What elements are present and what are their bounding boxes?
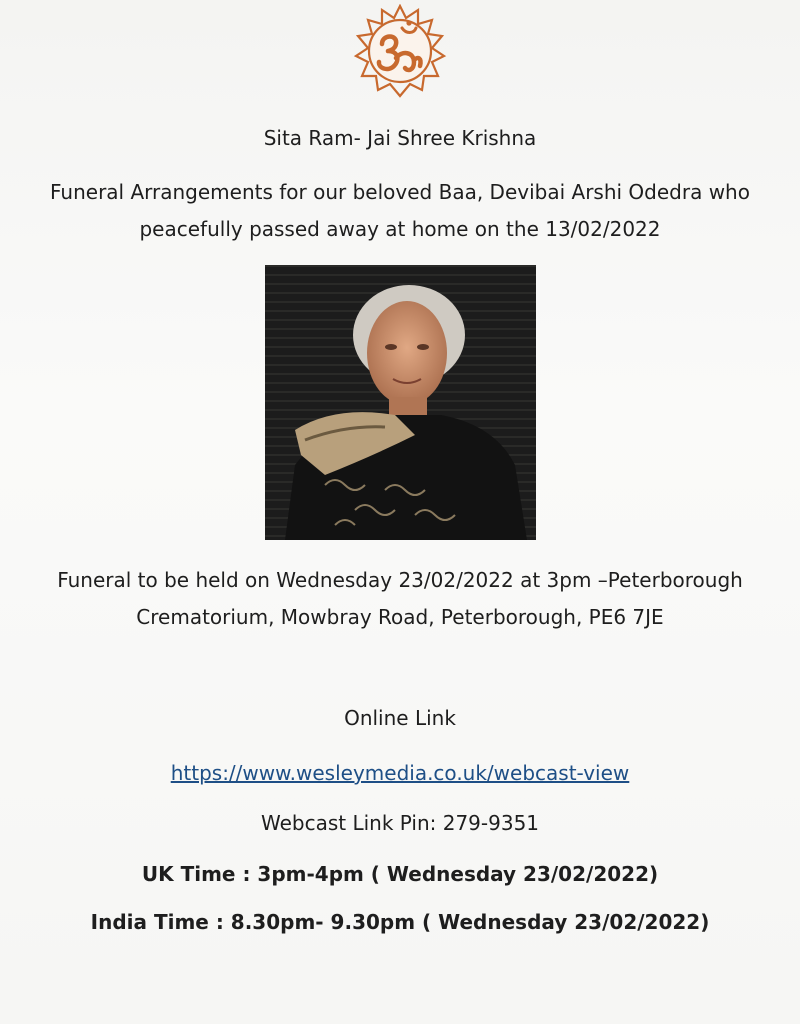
webcast-link[interactable]: https://www.wesleymedia.co.uk/webcast-view	[170, 761, 630, 785]
uk-time: UK Time : 3pm-4pm ( Wednesday 23/02/2022)	[141, 862, 659, 886]
portrait-photo	[265, 265, 536, 540]
heading: Sita Ram- Jai Shree Krishna	[263, 126, 537, 150]
intro-line-2: peacefully passed away at home on the 13/02/2022	[139, 217, 661, 241]
details-line-1: Funeral to be held on Wednesday 23/02/2022 at 3pm –Peterborough	[57, 568, 743, 592]
india-time: India Time : 8.30pm- 9.30pm ( Wednesday 23/02/2022)	[90, 910, 710, 934]
intro-line-1: Funeral Arrangements for our beloved Baa, Devibai Arshi Odedra who	[50, 180, 750, 204]
webcast-pin: Webcast Link Pin: 279-9351	[260, 811, 540, 835]
details-line-2: Crematorium, Mowbray Road, Peterborough, PE6 7JE	[136, 605, 664, 629]
online-link-label: Online Link	[344, 706, 456, 730]
om-icon	[352, 4, 448, 100]
